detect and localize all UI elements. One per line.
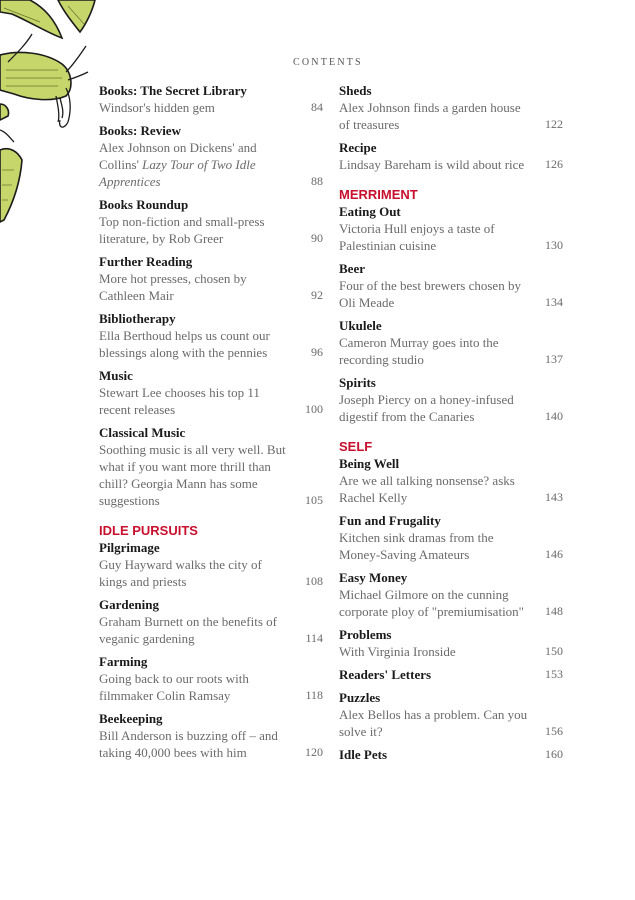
entry-description: Stewart Lee chooses his top 11 recent releases	[99, 385, 260, 417]
entry-title: Easy Money	[339, 570, 408, 585]
toc-entry[interactable]	[99, 424, 323, 509]
entry-title: Books: The Secret Library	[99, 83, 247, 98]
entry-title: Eating Out	[339, 204, 401, 219]
toc-entry[interactable]	[339, 689, 563, 740]
entry-page-number: 92	[311, 288, 323, 302]
entry-page-number: 146	[545, 547, 563, 561]
entry-description: Guy Hayward walks the city of kings and priests	[99, 557, 262, 589]
contents-column-right	[339, 82, 563, 769]
toc-entry[interactable]	[99, 710, 323, 761]
entry-page-number: 84	[311, 100, 323, 114]
toc-entry[interactable]	[339, 512, 563, 563]
entry-page-number: 114	[305, 631, 323, 645]
toc-entry[interactable]	[339, 260, 563, 311]
entry-title: Recipe	[339, 140, 377, 155]
entry-title: Farming	[99, 654, 148, 669]
entry-page-number: 118	[305, 688, 323, 702]
entry-title: Beer	[339, 261, 365, 276]
entry-title: Problems	[339, 627, 392, 642]
entry-page-number: 126	[545, 157, 563, 171]
entry-page-number: 153	[545, 667, 563, 681]
entry-page-number: 148	[545, 604, 563, 618]
toc-entry[interactable]	[99, 196, 323, 247]
toc-entry[interactable]	[339, 666, 563, 683]
entry-description-text: Alex Johnson on Dickens' and Collins'	[99, 140, 257, 172]
entry-description: Lindsay Bareham is wild about rice	[339, 157, 525, 172]
entry-description: Cameron Murray goes into the recording studio	[339, 335, 499, 367]
entry-page-number: 120	[305, 745, 323, 759]
toc-entry[interactable]	[99, 122, 323, 190]
toc-entry[interactable]	[339, 203, 563, 254]
entry-page-number: 140	[545, 409, 563, 423]
entry-title: Sheds	[339, 83, 372, 98]
entry-description	[99, 139, 323, 190]
entry-title: Puzzles	[339, 690, 381, 705]
entry-page-number: 122	[545, 117, 563, 131]
entry-title: Gardening	[99, 597, 159, 612]
entry-title: Books Roundup	[99, 197, 189, 212]
entry-page-number: 100	[305, 402, 323, 416]
section-heading-idle-pursuits: IDLE PURSUITS	[99, 523, 198, 538]
entry-description: With Virginia Ironside	[339, 644, 456, 659]
toc-entry[interactable]	[339, 746, 563, 763]
entry-title: Books: Review	[99, 123, 181, 138]
entry-title: Pilgrimage	[99, 540, 160, 555]
entry-page-number: 130	[545, 238, 563, 252]
entry-description: Kitchen sink dramas from the Money-Saving Amateurs	[339, 530, 494, 562]
entry-title: Readers' Letters	[339, 667, 432, 682]
toc-entry[interactable]	[99, 653, 323, 704]
entry-description: Top non-fiction and small-press literature, by Rob Greer	[99, 214, 265, 246]
entry-description: Victoria Hull enjoys a taste of Palestinian cuisine	[339, 221, 495, 253]
toc-entry[interactable]	[339, 317, 563, 368]
entry-description: Windsor's hidden gem	[99, 100, 215, 115]
entry-title: Classical Music	[99, 425, 186, 440]
toc-entry[interactable]	[99, 253, 323, 304]
toc-entry[interactable]	[339, 374, 563, 425]
section-heading-merriment: MERRIMENT	[339, 187, 418, 202]
entry-page-number: 143	[545, 490, 563, 504]
entry-title: Being Well	[339, 456, 400, 471]
entry-title: Spirits	[339, 375, 376, 390]
entry-description: Alex Bellos has a problem. Can you solve it?	[339, 707, 528, 739]
toc-entry[interactable]	[339, 455, 563, 506]
entry-description: More hot presses, chosen by Cathleen Mair	[99, 271, 247, 303]
book-title-italic: Lazy Tour of Two Idle Apprentices	[99, 157, 256, 189]
entry-description: Michael Gilmore on the cunning corporate ploy of "premiumisation"	[339, 587, 524, 619]
entry-page-number: 90	[311, 231, 323, 245]
entry-page-number: 156	[545, 724, 563, 738]
entry-description: Bill Anderson is buzzing off – and taking 40,000 bees with him	[99, 728, 278, 760]
toc-entry[interactable]	[339, 82, 563, 133]
toc-entry[interactable]	[99, 539, 323, 590]
entry-page-number: 96	[311, 345, 323, 359]
entry-description: Soothing music is all very well. But what if you want more thrill than chill? Georgia Mann has some suggestions	[99, 442, 286, 508]
entry-title: Further Reading	[99, 254, 193, 269]
section-heading-self: SELF	[339, 439, 373, 454]
toc-entry[interactable]	[339, 139, 563, 173]
entry-page-number: 134	[545, 295, 563, 309]
entry-title: Bibliotherapy	[99, 311, 176, 326]
entry-title: Fun and Frugality	[339, 513, 441, 528]
toc-entry[interactable]	[339, 626, 563, 660]
botanical-illustration-icon	[0, 0, 110, 240]
contents-heading: CONTENTS	[293, 57, 363, 68]
entry-description: Four of the best brewers chosen by Oli Meade	[339, 278, 521, 310]
entry-description: Going back to our roots with filmmaker Colin Ramsay	[99, 671, 249, 703]
contents-column-left	[99, 82, 323, 767]
entry-description: Alex Johnson finds a garden house of treasures	[339, 100, 521, 132]
entry-page-number: 150	[545, 644, 563, 658]
toc-entry[interactable]	[99, 596, 323, 647]
entry-page-number: 160	[545, 747, 563, 761]
entry-title: Idle Pets	[339, 747, 388, 762]
entry-page-number: 88	[311, 174, 323, 188]
entry-title: Ukulele	[339, 318, 382, 333]
entry-page-number: 137	[545, 352, 563, 366]
entry-description: Ella Berthoud helps us count our blessings along with the pennies	[99, 328, 270, 360]
toc-entry[interactable]	[99, 367, 323, 418]
entry-title: Music	[99, 368, 133, 383]
entry-page-number: 105	[305, 493, 323, 507]
entry-description: Joseph Piercy on a honey-infused digestif from the Canaries	[339, 392, 514, 424]
toc-entry[interactable]	[99, 310, 323, 361]
entry-page-number: 108	[305, 574, 323, 588]
entry-description: Graham Burnett on the benefits of veganic gardening	[99, 614, 277, 646]
toc-entry[interactable]	[99, 82, 323, 116]
entry-title: Beekeeping	[99, 711, 163, 726]
toc-entry[interactable]	[339, 569, 563, 620]
entry-description: Are we all talking nonsense? asks Rachel Kelly	[339, 473, 515, 505]
